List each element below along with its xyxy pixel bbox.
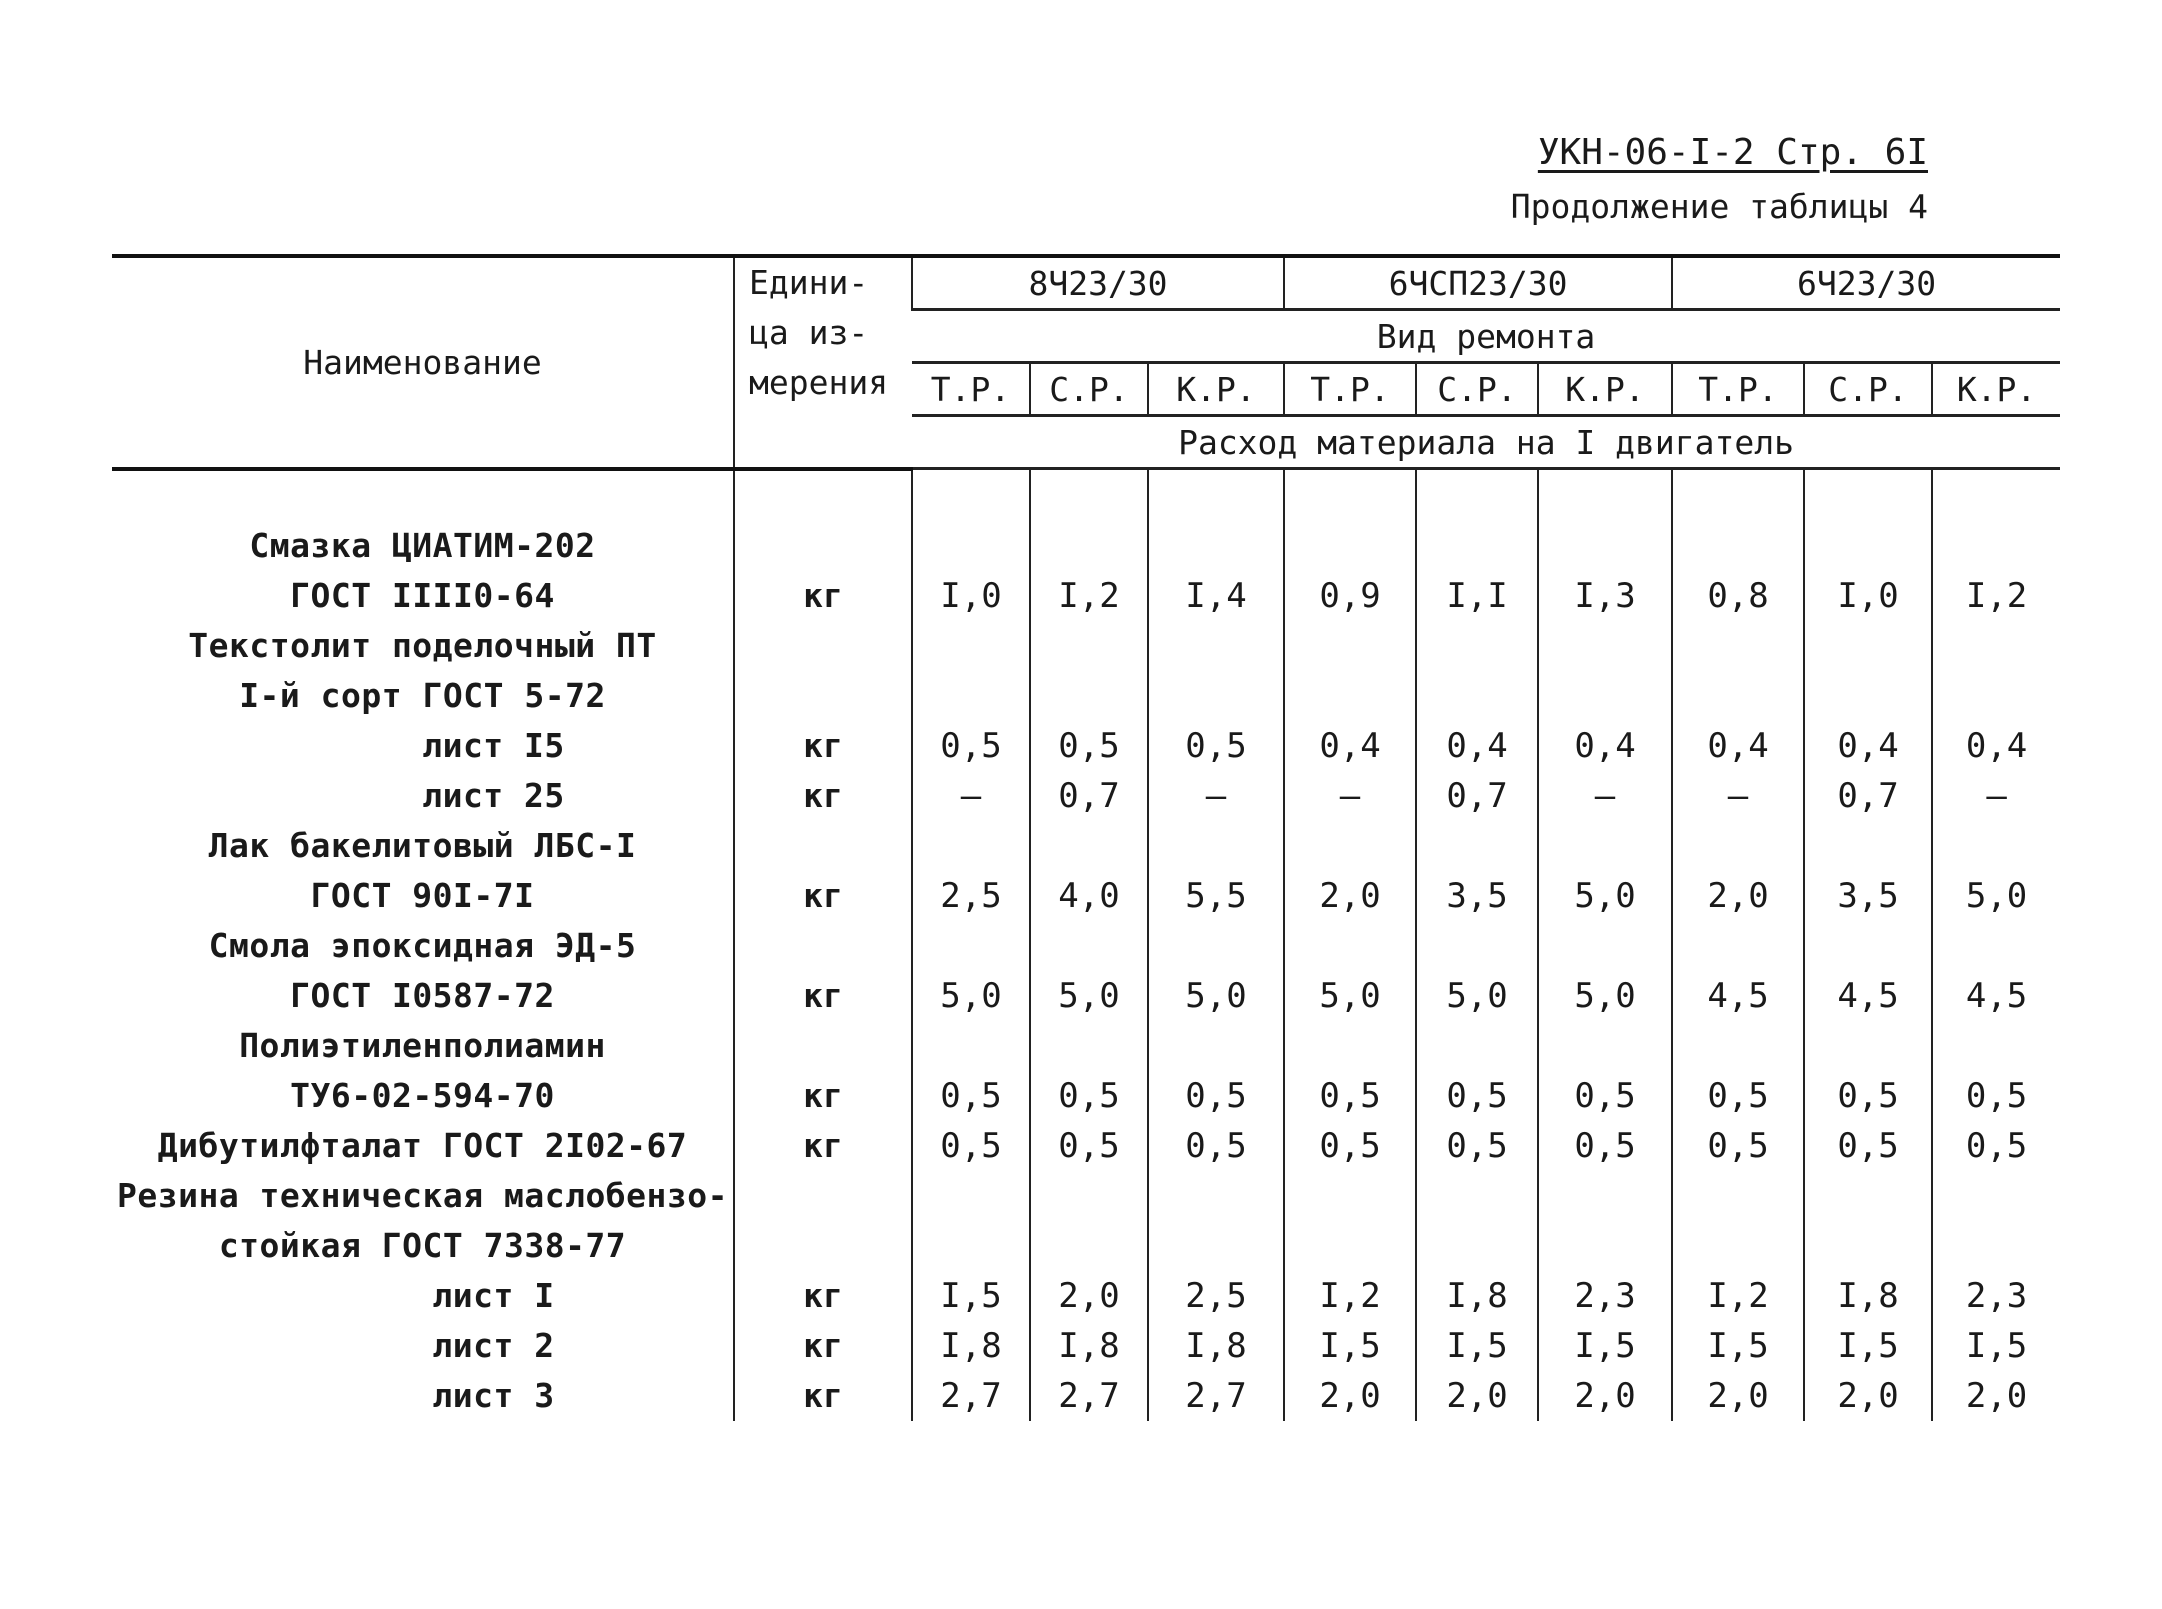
value-cell <box>1284 921 1416 971</box>
value-cell: I,5 <box>1284 1321 1416 1371</box>
table-row <box>112 621 2060 671</box>
spacer-cell <box>1932 469 2060 521</box>
value-cell: 5,0 <box>1416 971 1538 1021</box>
value-cell <box>912 1021 1030 1071</box>
value-cell: 0,7 <box>1804 771 1932 821</box>
value-cell: – <box>1148 771 1284 821</box>
value-cell <box>1672 821 1804 871</box>
value-cell <box>1672 521 1804 571</box>
value-cell <box>1672 921 1804 971</box>
table-row <box>112 571 2060 621</box>
value-cell: 0,5 <box>1538 1121 1672 1171</box>
value-cell: 0,5 <box>912 1121 1030 1171</box>
value-cell: 0,8 <box>1672 571 1804 621</box>
value-cell: 0,5 <box>1804 1121 1932 1171</box>
value-cell <box>1284 1021 1416 1071</box>
value-cell: 4,0 <box>1030 871 1148 921</box>
unit-cell: кг <box>734 871 912 921</box>
value-cell: 0,5 <box>1932 1121 2060 1171</box>
value-cell: I,0 <box>912 571 1030 621</box>
value-cell <box>1932 671 2060 721</box>
spacer-cell <box>1804 469 1932 521</box>
unit-cell <box>734 821 912 871</box>
material-name-cell: ГОСТ 90I-7I <box>310 876 535 915</box>
spacer-cell <box>1148 469 1284 521</box>
value-cell: 5,0 <box>1538 971 1672 1021</box>
value-cell <box>1284 621 1416 671</box>
value-cell: 0,5 <box>1030 1071 1148 1121</box>
value-cell <box>1030 1021 1148 1071</box>
header-consumption: Расход материала на I двигатель <box>912 416 2060 469</box>
table-row <box>112 1321 2060 1371</box>
value-cell <box>1416 521 1538 571</box>
spacer-cell <box>912 469 1030 521</box>
spacer-cell <box>1030 469 1148 521</box>
value-cell: 5,0 <box>1538 871 1672 921</box>
material-name-cell: ТУ6-02-594-70 <box>290 1076 555 1115</box>
value-cell: – <box>912 771 1030 821</box>
value-cell <box>912 621 1030 671</box>
value-cell: I,2 <box>1030 571 1148 621</box>
header-engine: 6ЧСП23/30 <box>1284 256 1672 310</box>
header-subcolumn: Т.Р. <box>1672 363 1804 416</box>
value-cell: 2,0 <box>1672 1371 1804 1421</box>
table-row <box>112 821 2060 871</box>
value-cell <box>1030 521 1148 571</box>
value-cell: 2,0 <box>1804 1371 1932 1421</box>
value-cell <box>1932 1221 2060 1271</box>
value-cell <box>1804 1021 1932 1071</box>
value-cell <box>1148 821 1284 871</box>
value-cell: 0,5 <box>1148 721 1284 771</box>
value-cell <box>1804 671 1932 721</box>
header-repair-kind: Вид ремонта <box>912 310 2060 363</box>
value-cell: 2,0 <box>1672 871 1804 921</box>
value-cell: I,5 <box>1672 1321 1804 1371</box>
value-cell: 0,5 <box>1148 1121 1284 1171</box>
material-name-cell: стойкая ГОСТ 7338-77 <box>218 1226 627 1265</box>
page-header <box>1511 128 1928 232</box>
value-cell: 0,5 <box>912 721 1030 771</box>
value-cell: 0,5 <box>1030 1121 1148 1171</box>
value-cell: 0,4 <box>1416 721 1538 771</box>
material-name-cell: Смола эпоксидная ЭД-5 <box>208 926 637 965</box>
header-subcolumn: С.Р. <box>1416 363 1538 416</box>
value-cell <box>1932 1171 2060 1221</box>
value-cell: 2,0 <box>1538 1371 1672 1421</box>
value-cell: – <box>1284 771 1416 821</box>
value-cell <box>912 921 1030 971</box>
value-cell <box>1416 1221 1538 1271</box>
material-name-cell: лист 2 <box>432 1326 555 1365</box>
value-cell: 0,9 <box>1284 571 1416 621</box>
material-consumption-table-wrapper <box>112 254 2060 1416</box>
unit-cell: кг <box>734 1321 912 1371</box>
value-cell: 0,5 <box>1672 1071 1804 1121</box>
material-name-cell: Смазка ЦИАТИМ-202 <box>249 526 596 565</box>
value-cell <box>1538 1221 1672 1271</box>
value-cell: 4,5 <box>1932 971 2060 1021</box>
value-cell: 2,5 <box>912 871 1030 921</box>
material-name-cell: Лак бакелитовый ЛБС-I <box>208 826 637 865</box>
table-body <box>112 521 2060 1421</box>
spacer-cell <box>734 469 912 521</box>
value-cell: I,4 <box>1148 571 1284 621</box>
value-cell: I,2 <box>1284 1271 1416 1321</box>
value-cell <box>912 1221 1030 1271</box>
unit-cell <box>734 1221 912 1271</box>
value-cell: 2,7 <box>1030 1371 1148 1421</box>
value-cell <box>1932 921 2060 971</box>
spacer-cell <box>112 469 734 521</box>
material-name-cell: лист 25 <box>422 776 565 815</box>
value-cell <box>1148 1171 1284 1221</box>
header-unit-line: Едини- <box>749 263 869 302</box>
material-name-cell: Текстолит поделочный ПТ <box>188 626 657 665</box>
value-cell <box>1538 821 1672 871</box>
value-cell <box>1416 621 1538 671</box>
unit-cell <box>734 521 912 571</box>
header-subcolumn: К.Р. <box>1932 363 2060 416</box>
material-name-cell: Дибутилфталат ГОСТ 2I02-67 <box>157 1126 688 1165</box>
value-cell: 0,4 <box>1804 721 1932 771</box>
value-cell: 0,5 <box>912 1071 1030 1121</box>
value-cell: 0,7 <box>1030 771 1148 821</box>
value-cell: 2,7 <box>912 1371 1030 1421</box>
unit-cell: кг <box>734 971 912 1021</box>
value-cell <box>1804 621 1932 671</box>
value-cell <box>912 821 1030 871</box>
material-name-cell: I-й сорт ГОСТ 5-72 <box>239 676 606 715</box>
value-cell <box>1672 1021 1804 1071</box>
value-cell <box>1538 1021 1672 1071</box>
unit-cell: кг <box>734 1371 912 1421</box>
value-cell: 4,5 <box>1804 971 1932 1021</box>
value-cell: I,5 <box>1416 1321 1538 1371</box>
value-cell: 0,5 <box>1416 1121 1538 1171</box>
table-row <box>112 721 2060 771</box>
value-cell <box>1030 671 1148 721</box>
value-cell <box>912 521 1030 571</box>
value-cell <box>1416 821 1538 871</box>
value-cell: 0,4 <box>1538 721 1672 771</box>
value-cell <box>1416 921 1538 971</box>
value-cell: I,2 <box>1672 1271 1804 1321</box>
table-row <box>112 921 2060 971</box>
value-cell: 5,0 <box>1932 871 2060 921</box>
value-cell: 0,5 <box>1538 1071 1672 1121</box>
value-cell <box>1284 1221 1416 1271</box>
value-cell: 0,4 <box>1672 721 1804 771</box>
value-cell <box>1538 621 1672 671</box>
value-cell: 2,0 <box>1932 1371 2060 1421</box>
header-engine: 8Ч23/30 <box>912 256 1284 310</box>
value-cell <box>1284 521 1416 571</box>
header-subcolumn: С.Р. <box>1804 363 1932 416</box>
header-unit-line: мерения <box>749 363 889 402</box>
unit-cell <box>734 921 912 971</box>
header-row-engines <box>112 256 2060 310</box>
table-row <box>112 671 2060 721</box>
table-row <box>112 1021 2060 1071</box>
value-cell <box>1284 821 1416 871</box>
value-cell <box>1932 821 2060 871</box>
table-continuation-label: Продолжение таблицы 4 <box>1510 187 1928 227</box>
value-cell <box>1148 671 1284 721</box>
value-cell: 2,7 <box>1148 1371 1284 1421</box>
table-row <box>112 1121 2060 1171</box>
header-unit-line: ца из- <box>749 313 869 352</box>
value-cell <box>1538 521 1672 571</box>
table-row <box>112 1221 2060 1271</box>
value-cell: I,5 <box>912 1271 1030 1321</box>
value-cell <box>1284 671 1416 721</box>
material-name-cell: Резина техническая маслобензо- <box>116 1176 729 1215</box>
value-cell <box>1672 1171 1804 1221</box>
value-cell: 5,0 <box>912 971 1030 1021</box>
material-name-cell: лист 3 <box>432 1376 555 1415</box>
table-row <box>112 871 2060 921</box>
unit-cell: кг <box>734 1071 912 1121</box>
value-cell: 2,0 <box>1284 1371 1416 1421</box>
value-cell <box>1416 671 1538 721</box>
value-cell <box>1932 621 2060 671</box>
header-unit <box>734 256 912 469</box>
value-cell <box>1804 521 1932 571</box>
table-row <box>112 1371 2060 1421</box>
value-cell <box>1030 621 1148 671</box>
value-cell <box>1148 1021 1284 1071</box>
value-cell: 2,0 <box>1416 1371 1538 1421</box>
value-cell: I,8 <box>1804 1271 1932 1321</box>
header-name: Наименование <box>112 256 734 469</box>
value-cell: I,5 <box>1932 1321 2060 1371</box>
spacer-cell <box>1416 469 1538 521</box>
value-cell <box>1030 1171 1148 1221</box>
value-cell: I,5 <box>1538 1321 1672 1371</box>
value-cell: 5,0 <box>1148 971 1284 1021</box>
material-name-cell: Полиэтиленполиамин <box>239 1026 606 1065</box>
value-cell <box>1148 921 1284 971</box>
table-spacer-row <box>112 469 2060 521</box>
value-cell <box>1804 1171 1932 1221</box>
value-cell: 3,5 <box>1804 871 1932 921</box>
spacer-cell <box>1538 469 1672 521</box>
value-cell: 3,5 <box>1416 871 1538 921</box>
header-subcolumn: К.Р. <box>1538 363 1672 416</box>
value-cell: I,8 <box>912 1321 1030 1371</box>
value-cell <box>1148 621 1284 671</box>
value-cell <box>1030 1221 1148 1271</box>
value-cell: 0,5 <box>1416 1071 1538 1121</box>
value-cell <box>912 1171 1030 1221</box>
value-cell: – <box>1672 771 1804 821</box>
value-cell <box>1804 1221 1932 1271</box>
value-cell: 0,7 <box>1416 771 1538 821</box>
value-cell: 5,0 <box>1030 971 1148 1021</box>
value-cell: I,3 <box>1538 571 1672 621</box>
value-cell: 0,5 <box>1284 1121 1416 1171</box>
value-cell: I,8 <box>1416 1271 1538 1321</box>
material-name-cell: ГОСТ I0587-72 <box>290 976 555 1015</box>
table-row <box>112 1271 2060 1321</box>
header-engine: 6Ч23/30 <box>1672 256 2060 310</box>
table-row <box>112 521 2060 571</box>
value-cell: 0,4 <box>1284 721 1416 771</box>
unit-cell <box>734 621 912 671</box>
value-cell: 0,5 <box>1672 1121 1804 1171</box>
table-row <box>112 1071 2060 1121</box>
value-cell: 2,3 <box>1932 1271 2060 1321</box>
value-cell <box>1538 921 1672 971</box>
spacer-cell <box>1672 469 1804 521</box>
header-subcolumn: С.Р. <box>1030 363 1148 416</box>
header-subcolumn: Т.Р. <box>1284 363 1416 416</box>
value-cell: I,I <box>1416 571 1538 621</box>
value-cell: I,2 <box>1932 571 2060 621</box>
material-consumption-table <box>112 254 2060 1421</box>
value-cell: 4,5 <box>1672 971 1804 1021</box>
material-name-cell: лист I5 <box>422 726 565 765</box>
value-cell <box>1932 1021 2060 1071</box>
material-name-cell: лист I <box>432 1276 555 1315</box>
value-cell <box>1416 1171 1538 1221</box>
value-cell: 0,5 <box>1148 1071 1284 1121</box>
value-cell: 0,5 <box>1284 1071 1416 1121</box>
value-cell: I,0 <box>1804 571 1932 621</box>
unit-cell <box>734 671 912 721</box>
value-cell: I,5 <box>1804 1321 1932 1371</box>
document-code: УКН-06-I-2 Стр. 6I <box>1537 132 1928 173</box>
value-cell <box>1030 821 1148 871</box>
value-cell <box>1538 671 1672 721</box>
value-cell: – <box>1932 771 2060 821</box>
unit-cell: кг <box>734 1121 912 1171</box>
value-cell <box>1416 1021 1538 1071</box>
value-cell <box>1148 521 1284 571</box>
value-cell <box>1030 921 1148 971</box>
value-cell: 2,0 <box>1284 871 1416 921</box>
spacer-cell <box>1284 469 1416 521</box>
value-cell <box>1672 671 1804 721</box>
table-row <box>112 771 2060 821</box>
value-cell <box>1672 621 1804 671</box>
value-cell <box>1148 1221 1284 1271</box>
value-cell: 0,5 <box>1932 1071 2060 1121</box>
table-row <box>112 1171 2060 1221</box>
value-cell <box>1672 1221 1804 1271</box>
value-cell: 5,5 <box>1148 871 1284 921</box>
header-subcolumn: Т.Р. <box>912 363 1030 416</box>
material-name-cell: ГОСТ IIII0-64 <box>290 576 555 615</box>
unit-cell: кг <box>734 1271 912 1321</box>
unit-cell: кг <box>734 571 912 621</box>
value-cell <box>1804 921 1932 971</box>
value-cell <box>912 671 1030 721</box>
value-cell: 2,5 <box>1148 1271 1284 1321</box>
unit-cell <box>734 1021 912 1071</box>
value-cell <box>1804 821 1932 871</box>
value-cell: – <box>1538 771 1672 821</box>
value-cell: I,8 <box>1030 1321 1148 1371</box>
value-cell <box>1538 1171 1672 1221</box>
unit-cell <box>734 1171 912 1221</box>
value-cell: 2,0 <box>1030 1271 1148 1321</box>
value-cell: 0,5 <box>1804 1071 1932 1121</box>
unit-cell: кг <box>734 721 912 771</box>
value-cell: I,8 <box>1148 1321 1284 1371</box>
value-cell <box>1932 521 2060 571</box>
header-subcolumn: К.Р. <box>1148 363 1284 416</box>
value-cell: 2,3 <box>1538 1271 1672 1321</box>
value-cell: 5,0 <box>1284 971 1416 1021</box>
value-cell <box>1284 1171 1416 1221</box>
value-cell: 0,5 <box>1030 721 1148 771</box>
value-cell: 0,4 <box>1932 721 2060 771</box>
table-row <box>112 971 2060 1021</box>
unit-cell: кг <box>734 771 912 821</box>
